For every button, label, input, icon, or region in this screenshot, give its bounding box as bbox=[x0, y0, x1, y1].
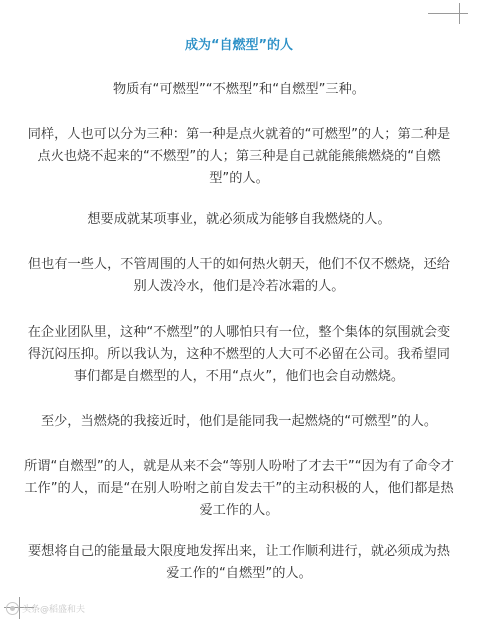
paragraph-7: 所谓“自燃型”的人，就是从来不会“等别人吩咐了才去干”“因为有了命令才工作”的人，而是“在别人吩咐之前自发去干”的主动积极的人，他们都是热爱工作的人。 bbox=[24, 459, 454, 518]
document-title: 成为“自燃型”的人 bbox=[184, 38, 294, 53]
paragraph-3: 想要成就某项事业，就必须成为能够自我燃烧的人。 bbox=[87, 212, 391, 227]
paragraph-8: 要想将自己的能量最大限度地发挥出来，让工作顺利进行，就必须成为热爱工作的“自燃型”的人。 bbox=[28, 544, 450, 581]
paragraph-4: 但也有一些人，不管周围的人干的如何热火朝天，他们不仅不燃烧，还给别人泼冷水，他们是冷若冰霜的人。 bbox=[28, 257, 450, 294]
watermark-logo-icon bbox=[6, 602, 19, 615]
paragraph-2: 同样，人也可以分为三种：第一种是点火就着的“可燃型”的人；第二种是点火也烧不起来的“不燃型”的人；第三种是自己就能熊熊燃烧的“自燃型”的人。 bbox=[27, 127, 451, 186]
paragraph-6: 至少，当燃烧的我接近时，他们是能同我一起燃烧的“可燃型”的人。 bbox=[40, 414, 438, 429]
crop-mark-top-right-horizontal bbox=[428, 13, 468, 14]
watermark bbox=[6, 600, 85, 616]
crop-mark-top-right-vertical bbox=[459, 3, 460, 24]
paragraph-5: 在企业团队里，这种“不燃型”的人哪怕只有一位，整个集体的氛围就会变得沉闷压抑。所以我认为，这种不燃型的人大可不必留在公司。我希望同事们都是自燃型的人，不用“点火”，他们也会自动燃烧。 bbox=[27, 325, 451, 384]
paragraph-1: 物质有“可燃型”“不燃型”和“自燃型”三种。 bbox=[113, 82, 365, 97]
watermark-text: 头条@稻盛和夫 bbox=[22, 604, 86, 615]
